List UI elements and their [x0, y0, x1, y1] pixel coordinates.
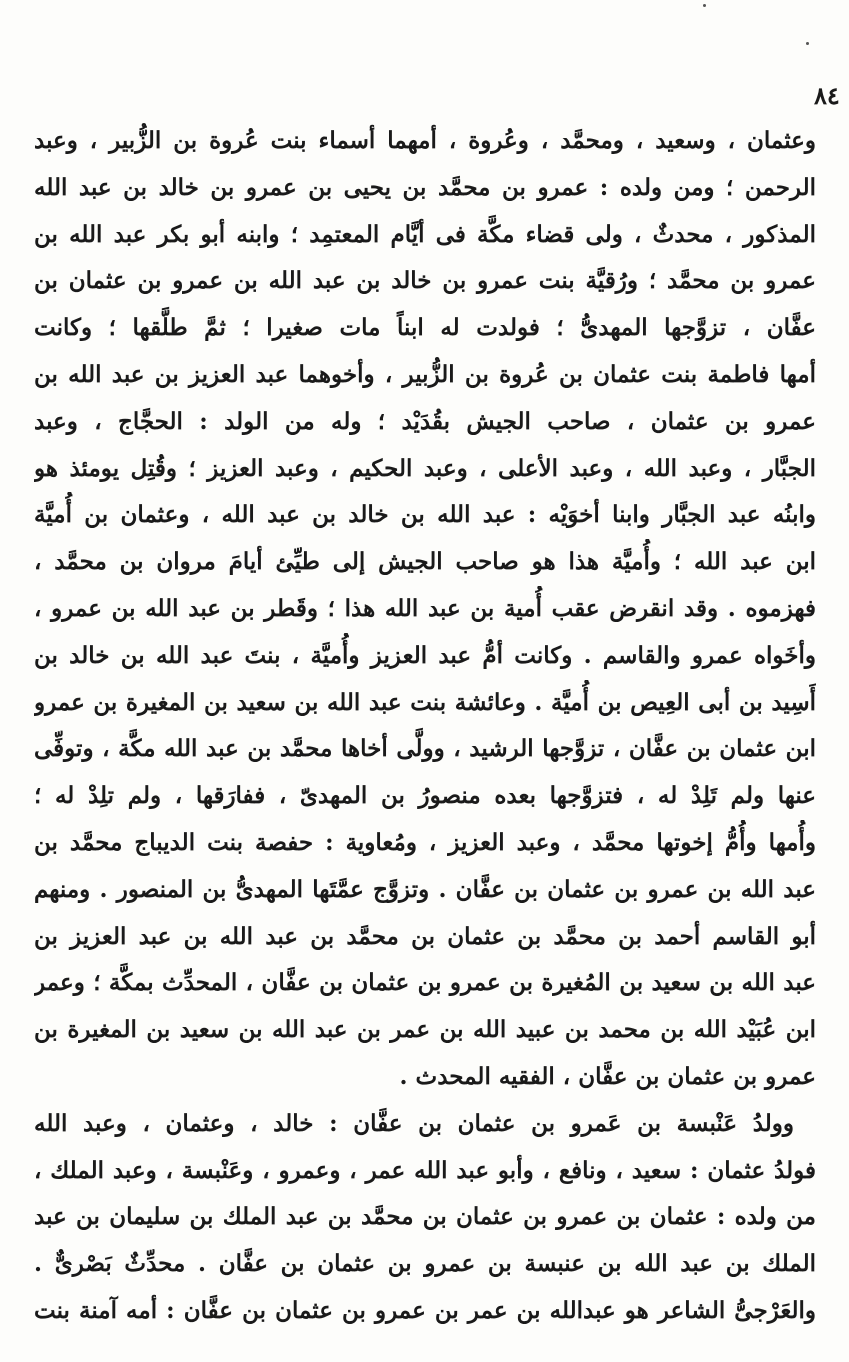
text-line: فهزموه . وقد انقرض عقب أُمية بن عبد الله هذا ؛ وقَطر بن عبد الله بن عمرو ،: [34, 594, 816, 622]
scan-speck: [703, 4, 706, 7]
text-line: عبد الله بن عمرو بن عثمان بن عفَّان . وتزوَّج عمَّتَها المهدىُّ بن المنصور . ومنهم: [34, 875, 816, 903]
text-line: ابن عثمان بن عفَّان ، تزوَّجها الرشيد ، وولَّى أخاها محمَّد بن عبد الله مكَّة ، وتوفِّى: [34, 735, 816, 763]
text-line: عمرو بن محمَّد ؛ ورُقيَّة بنت عمرو بن خالد بن عبد الله بن عمرو بن عثمان بن: [34, 267, 816, 295]
text-line: وولدُ عَنْبسة بن عَمرو بن عثمان بن عفَّان : خالد ، وعثمان ، وعبد الله: [34, 1109, 794, 1137]
text-line: ابن عُبَيْد الله بن محمد بن عبيد الله بن عمر بن عبد الله بن سعيد بن المغيرة بن: [34, 1016, 816, 1044]
text-line: عبد الله بن سعيد بن المُغيرة بن عمرو بن عثمان بن عفَّان ، المحدِّث بمكَّة ؛ وعمر: [34, 969, 816, 997]
text-line: فولدُ عثمان : سعيد ، ونافع ، وأبو عبد الله عمر ، وعمرو ، وعَنْبسة ، وعبد الملك ،: [34, 1156, 816, 1184]
text-line: وعثمان ، وسعيد ، ومحمَّد ، وعُروة ، أمهما أسماء بنت عُروة بن الزُّبير ، وعبد: [34, 127, 816, 154]
text-line: الرحمن ؛ ومن ولده : عمرو بن محمَّد بن يحيى بن عمرو بن خالد بن عبد الله: [34, 173, 816, 201]
text-line: عمرو بن عثمان بن عفَّان ، الفقيه المحدث .: [399, 1062, 816, 1090]
text-line: ابن عبد الله ؛ وأُميَّة هذا هو صاحب الجيش إلى طيِّئ أيامَ مروان بن محمَّد ،: [34, 548, 816, 576]
text-line: أبو القاسم أحمد بن محمَّد بن عثمان بن محمَّد بن عبد الله بن عبد العزيز بن: [34, 922, 816, 950]
scan-speck: [806, 42, 809, 45]
text-line: عفَّان ، تزوَّجها المهدىُّ ؛ فولدت له ابناً مات صغيرا ؛ ثمَّ طلَّقها ؛ وكانت: [34, 314, 816, 342]
text-line: عمرو بن عثمان ، صاحب الجيش بقُدَيْد ؛ وله من الولد : الحجَّاج ، وعبد: [34, 407, 816, 435]
text-line: أمها فاطمة بنت عثمان بن عُروة بن الزُّبير ، وأخوهما عبد العزيز بن عبد الله بن: [34, 360, 816, 388]
page-number: ٨٤: [814, 81, 840, 110]
text-line: وأُمها وأُمُّ إخوتها محمَّد ، وعبد العزيز ، ومُعاوية : حفصة بنت الديباج محمَّد بن: [34, 828, 816, 856]
text-line: أَسِيد بن أبى العِيص بن أُميَّة . وعائشة بنت عبد الله بن سعيد بن المغيرة بن عمرو: [34, 688, 816, 716]
text-line: عنها ولم تَلِدْ له ، فتزوَّجها بعده منصورُ بن المهدىّ ، ففارَقها ، ولم تلِدْ له ؛: [34, 782, 816, 810]
text-line: الملك بن عبد الله بن عنبسة بن عمرو بن عثمان بن عفَّان . محدِّثٌ بَصْرىٌّ .: [34, 1250, 816, 1278]
text-line: المذكور ، محدثٌ ، ولى قضاء مكَّة فى أيَّام المعتمِد ؛ وابنه أبو بكر عبد الله بن: [34, 220, 816, 248]
text-line: وأخَواه عمرو والقاسم . وكانت أمُّ عبد العزيز وأُميَّة ، بنتَ عبد الله بن خالد بن: [34, 641, 816, 669]
text-line: والعَرْجىُّ الشاعر هو عبدالله بن عمر بن عمرو بن عثمان بن عفَّان : أمه آمنة بنت: [34, 1296, 816, 1324]
text-line: من ولده : عثمان بن عمرو بن عثمان بن محمَّد بن عبد الملك بن سليمان بن عبد: [34, 1203, 816, 1231]
body-text: [34, 118, 816, 1335]
text-line: الجبَّار ، وعبد الله ، وعبد الأعلى ، وعبد الحكيم ، وعبد العزيز ؛ وقُتِل يومئذ هو: [34, 454, 816, 482]
text-line: وابنُه عبد الجبَّار وابنا أخوَيْه : عبد الله بن خالد بن عبد الله ، وعثمان بن أُميَّة: [34, 501, 816, 529]
